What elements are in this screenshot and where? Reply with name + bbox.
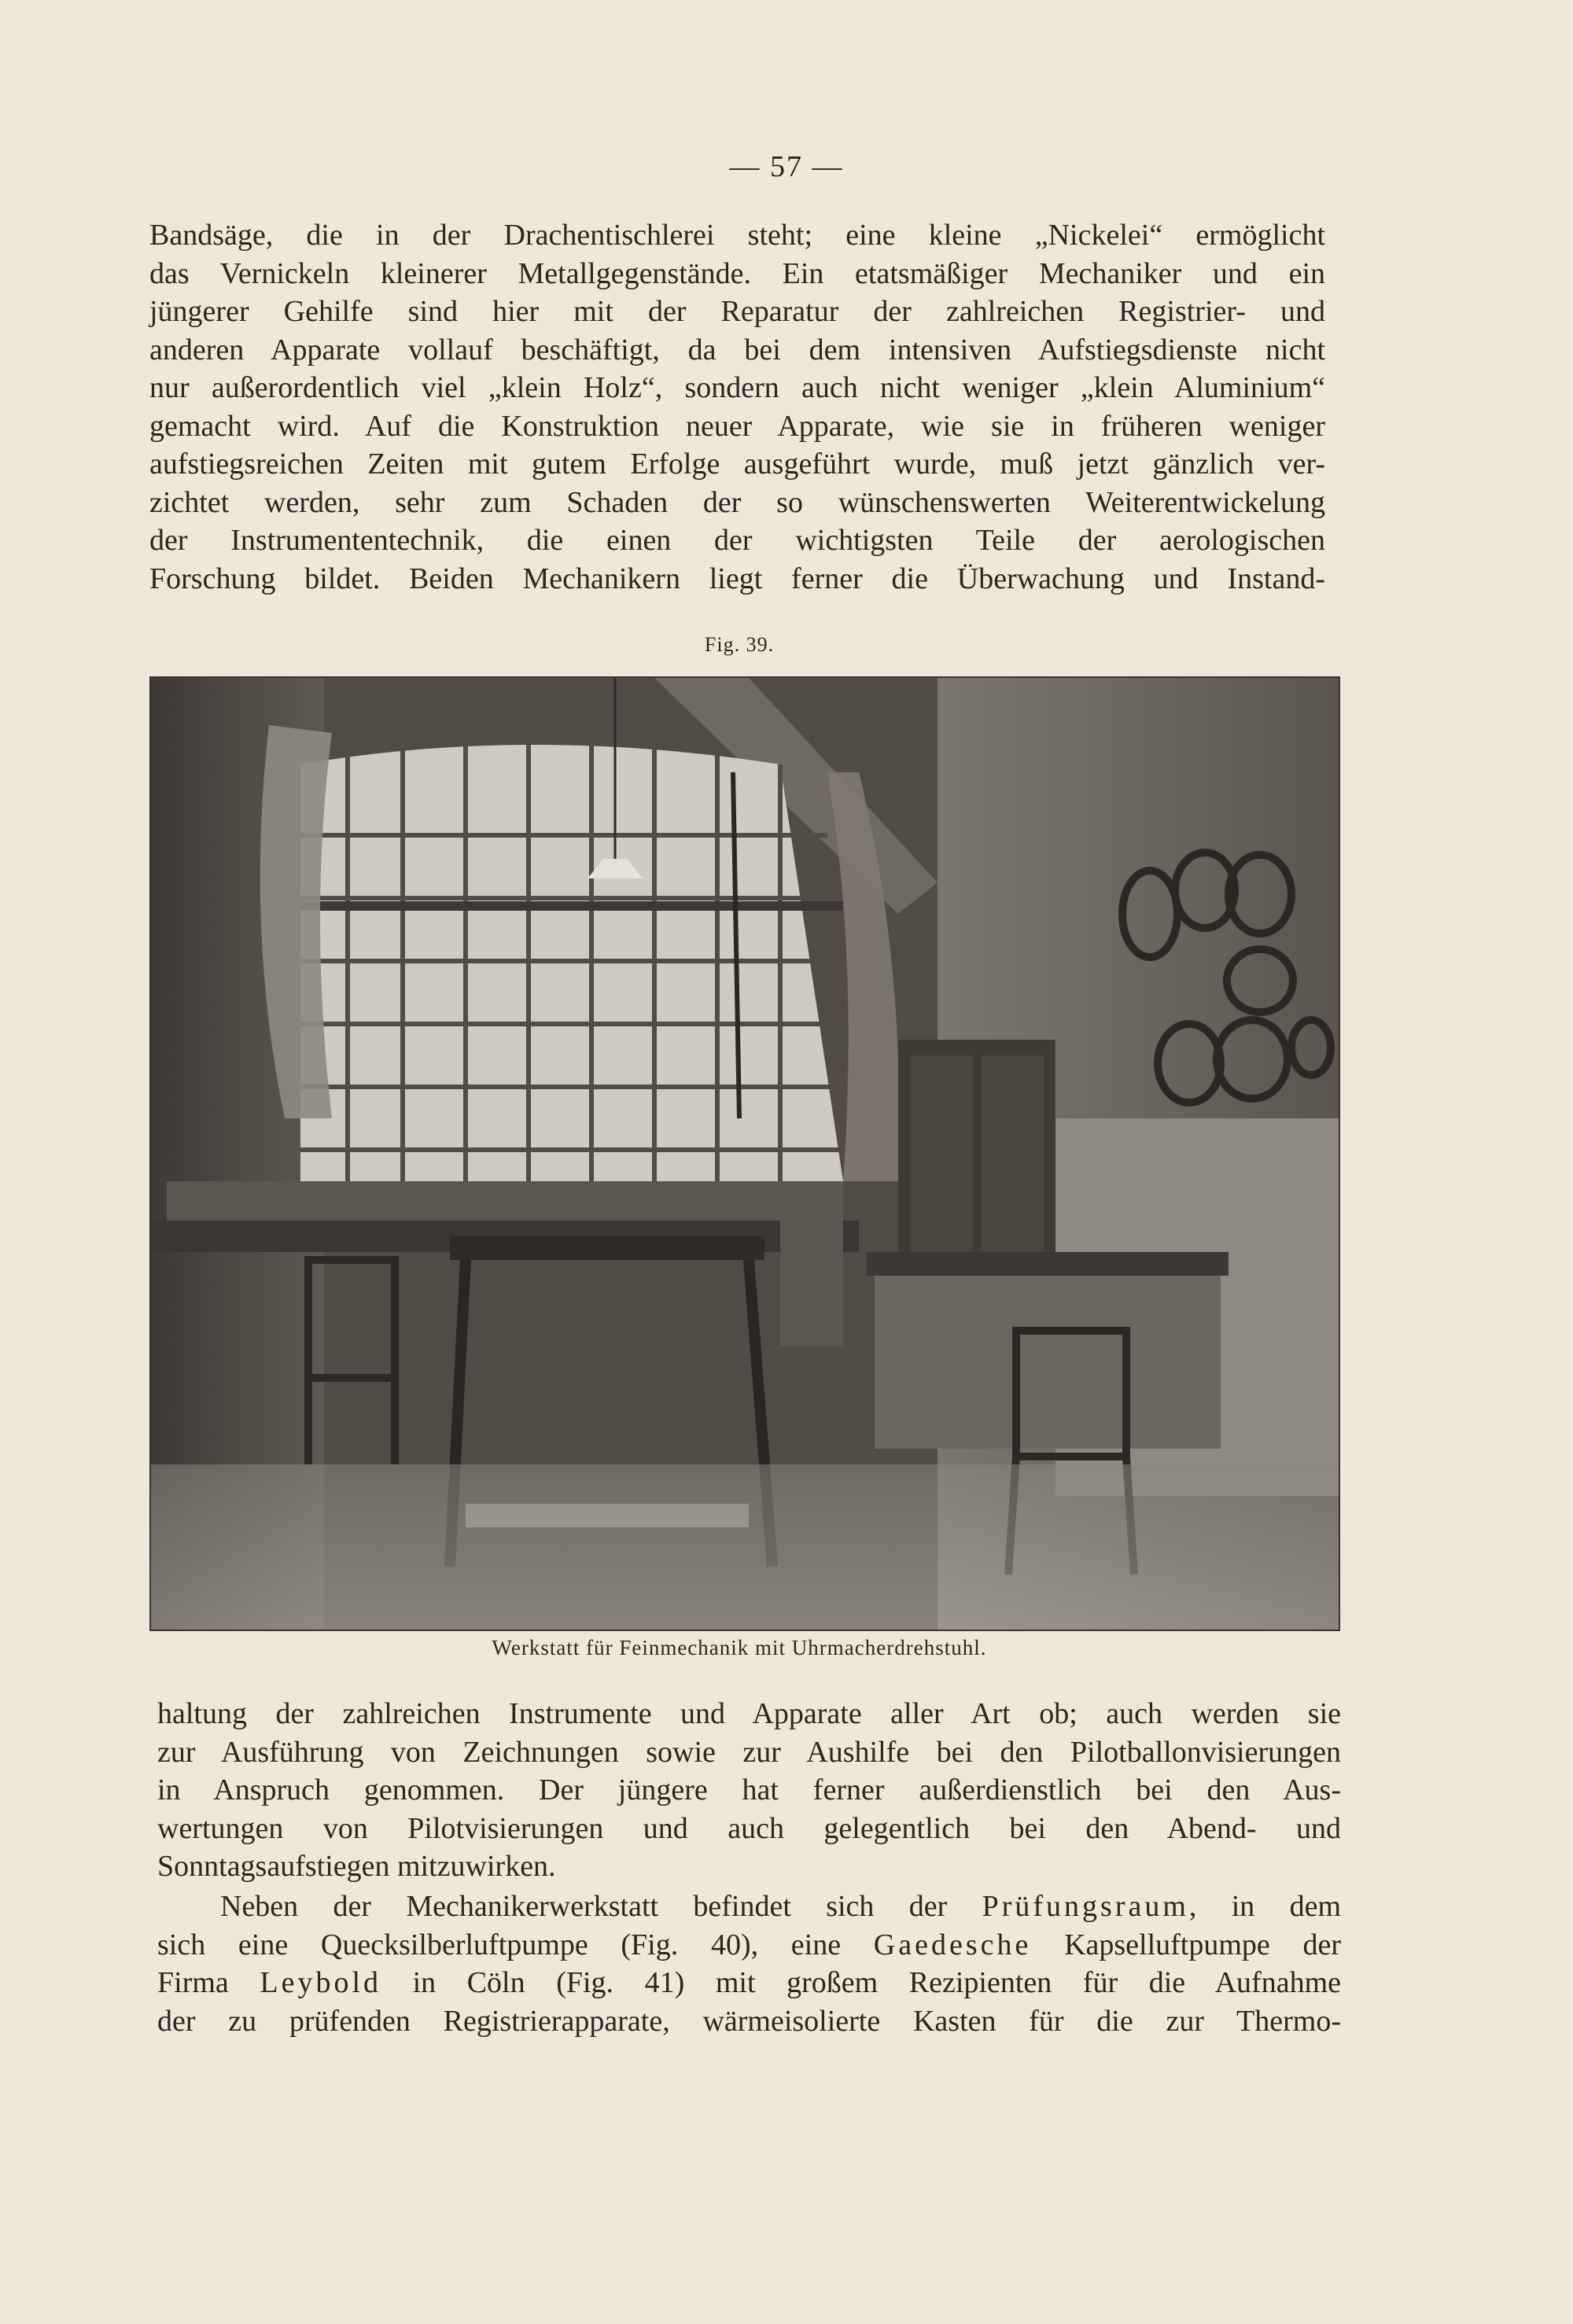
text-line: zichtet werden, sehr zum Schaden der so wünschenswerten Weiterentwickelung: [149, 485, 1325, 519]
paragraph-2: [157, 1695, 1341, 1886]
figure-caption: Werkstatt für Feinmechanik mit Uhrmacherdrehstuhl.: [492, 1636, 987, 1659]
text-line: das Vernickeln kleinerer Metallgegenstände. Ein etatsmäßiger Mechaniker und ein: [149, 256, 1325, 290]
text-span: Neben der Mechanikerwerkstatt befindet sich der: [220, 1890, 948, 1923]
text-line: Sonntagsaufstiegen mitzuwirken.: [157, 1850, 556, 1883]
text-line: Forschung bildet. Beiden Mechanikern liegt ferner die Überwachung und Instand-: [149, 562, 1325, 595]
workshop-photo: [149, 676, 1340, 1631]
text-line: anderen Apparate vollauf beschäftigt, da bei dem intensiven Aufstiegsdienste nicht: [149, 333, 1325, 366]
text-line: der zu prüfenden Registrierapparate, wärmeisolierte Kasten für die zur Thermo-: [157, 2004, 1341, 2038]
spaced-term: Gaedesche: [873, 1928, 1032, 1961]
text-line: Bandsäge, die in der Drachentischlerei steht; eine kleine „Nickelei“ ermöglicht: [149, 219, 1325, 252]
text-line: [157, 1926, 1341, 1965]
text-line: haltung der zahlreichen Instrumente und Apparate aller Art ob; auch werden sie: [157, 1697, 1341, 1730]
page-number: — 57 —: [729, 150, 844, 183]
paragraph-3: [157, 1888, 1341, 2040]
spaced-term: Leybold: [260, 1966, 381, 1999]
text-line: zur Ausführung von Zeichnungen sowie zur Aushilfe bei den Pilotballonvisierungen: [157, 1735, 1341, 1769]
text-line: jüngerer Gehilfe sind hier mit der Reparatur der zahlreichen Registrier- und: [149, 295, 1325, 328]
text-line: [157, 1888, 1341, 1926]
text-line: gemacht wird. Auf die Konstruktion neuer Apparate, wie sie in früheren weniger: [149, 409, 1325, 443]
figure-label: Fig. 39.: [704, 633, 775, 656]
text-line: aufstiegsreichen Zeiten mit gutem Erfolge ausgeführt wurde, muß jetzt gänzlich ver-: [149, 447, 1325, 481]
text-line: in Anspruch genommen. Der jüngere hat ferner außerdienstlich bei den Aus-: [157, 1773, 1341, 1807]
text-span: Firma: [157, 1966, 229, 1999]
paragraph-1: [149, 216, 1325, 598]
text-span: sich eine Quecksilberluftpumpe (Fig. 40), eine: [157, 1928, 842, 1961]
spaced-term: Prüfungsraum: [982, 1890, 1189, 1923]
text-line: nur außerordentlich viel „klein Holz“, sondern auch nicht weniger „klein Aluminium“: [149, 371, 1325, 404]
text-line: [157, 1964, 1341, 2002]
text-span: Kapselluftpumpe der: [1064, 1928, 1341, 1961]
text-line: der Instrumententechnik, die einen der wichtigsten Teile der aerologischen: [149, 524, 1325, 557]
text-span: , in dem: [1188, 1890, 1342, 1923]
text-line: wertungen von Pilotvisierungen und auch gelegentlich bei den Abend- und: [157, 1811, 1341, 1845]
text-span: in Cöln (Fig. 41) mit großem Rezipienten für die Aufnahme: [412, 1966, 1341, 1999]
